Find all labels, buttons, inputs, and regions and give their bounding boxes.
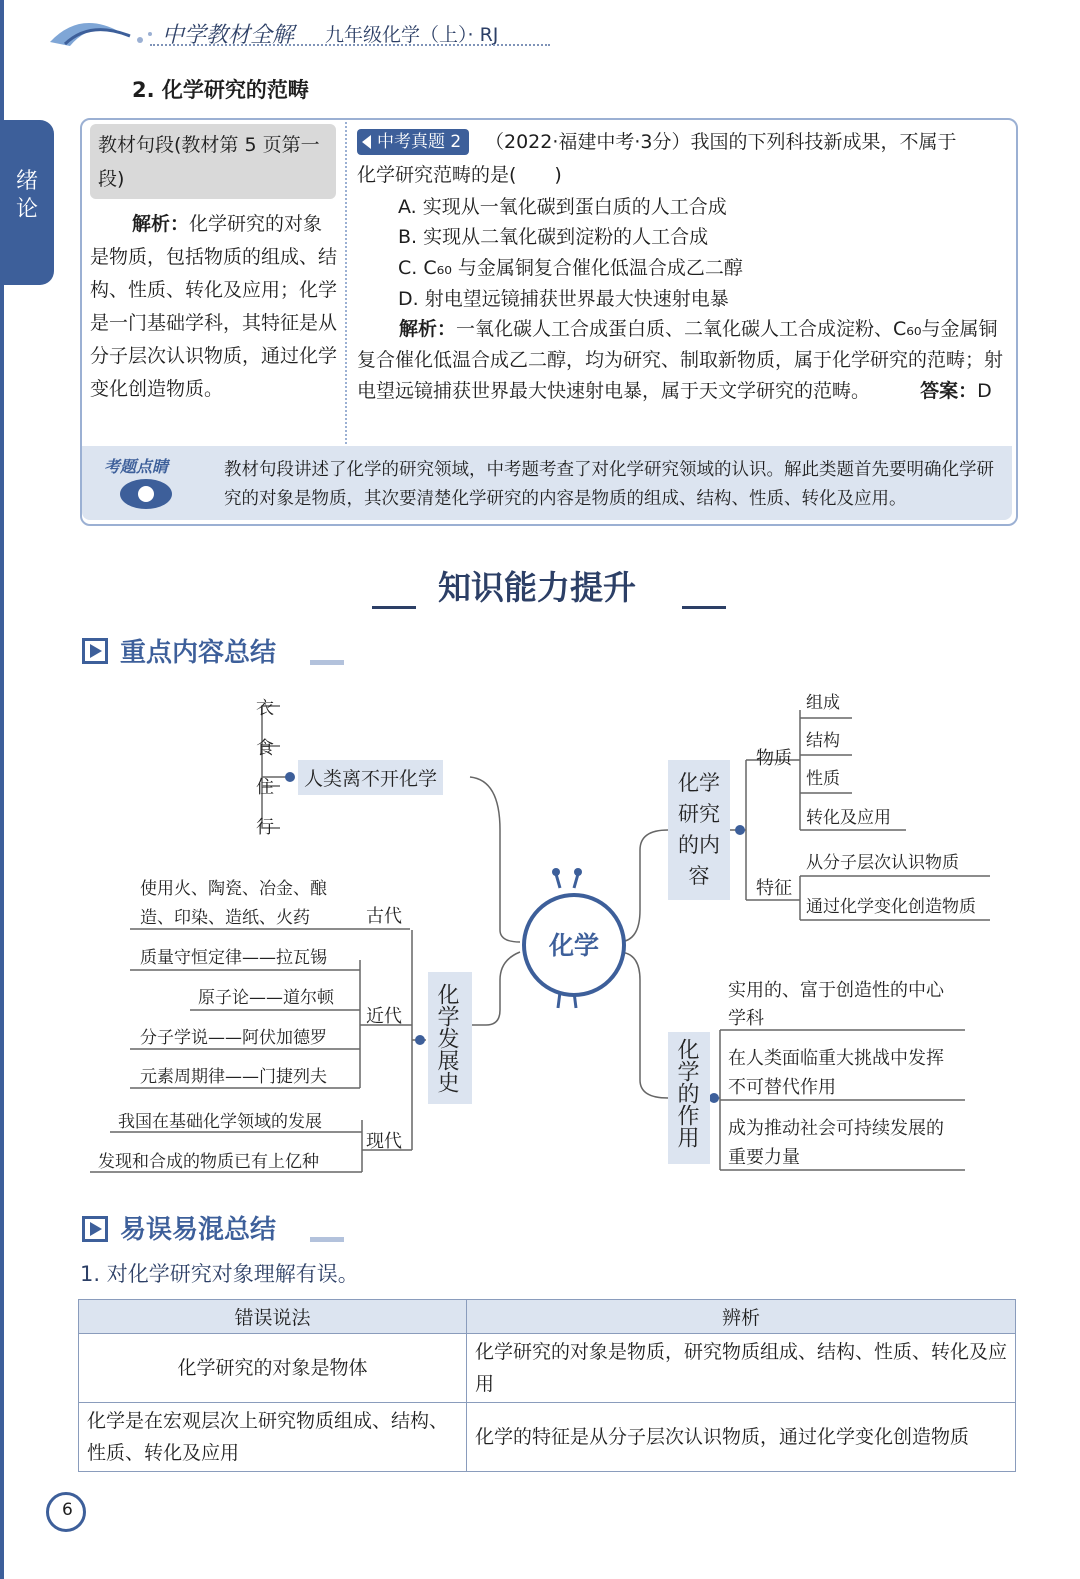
ancient-item-2: 造、印染、造纸、火药 bbox=[140, 908, 310, 928]
eye-icon bbox=[120, 479, 172, 509]
row2-analysis: 化学的特征是从分子层次认识物质，通过化学变化创造物质 bbox=[467, 1403, 1016, 1472]
feature-item-molecular: 从分子层次认识物质 bbox=[806, 853, 959, 873]
contemporary-label: 现代 bbox=[366, 1131, 402, 1152]
row1-analysis: 化学研究的对象是物质，研究物质组成、结构、性质、转化及应用 bbox=[467, 1334, 1016, 1403]
page-number: 6 bbox=[62, 1500, 73, 1520]
modern-item-lavoisier: 质量守恒定律——拉瓦锡 bbox=[140, 948, 327, 968]
header-divider bbox=[150, 44, 550, 46]
matter-item-property: 性质 bbox=[806, 769, 840, 789]
modern-item-avogadro: 分子学说——阿伏加德罗 bbox=[140, 1028, 327, 1048]
option-c: C. C₆₀ 与金属铜复合催化低温合成乙二醇 bbox=[398, 257, 743, 279]
role-item-1a: 实用的、富于创造性的中心 bbox=[728, 980, 944, 1001]
table-row bbox=[79, 1334, 1016, 1403]
modern-label: 近代 bbox=[366, 1006, 402, 1027]
role-item-3a: 成为推动社会可持续发展的 bbox=[728, 1118, 944, 1139]
answer-label: 答案： bbox=[920, 380, 978, 402]
option-d: D. 射电望远镜捕获世界最大快速射电暴 bbox=[398, 288, 729, 310]
header-wrong: 错误说法 bbox=[79, 1300, 467, 1334]
life-item-clothing: 衣 bbox=[256, 698, 274, 719]
option-b: B. 实现从二氧化碳到淀粉的人工合成 bbox=[398, 226, 709, 248]
life-item-food: 食 bbox=[256, 738, 274, 759]
research-node: 化学研究的内容 bbox=[668, 760, 730, 900]
role-node: 化学的作用 bbox=[668, 1032, 710, 1164]
box-divider bbox=[345, 122, 347, 444]
source-analysis bbox=[90, 208, 340, 406]
modern-item-mendeleev: 元素周期律——门捷列夫 bbox=[140, 1067, 327, 1087]
role-item-2b: 不可替代作用 bbox=[728, 1077, 836, 1098]
role-item-3b: 重要力量 bbox=[728, 1147, 800, 1168]
role-item-1b: 学科 bbox=[728, 1008, 764, 1029]
life-item-housing: 住 bbox=[256, 777, 274, 798]
summary-heading: 重点内容总结 bbox=[120, 638, 277, 668]
option-a: A. 实现从一氧化碳到蛋白质的人工合成 bbox=[398, 196, 727, 218]
history-node: 化学发展史 bbox=[428, 972, 472, 1104]
question-tag: 中考真题 2 bbox=[357, 129, 469, 155]
modern-item-dalton: 原子论——道尔顿 bbox=[198, 988, 334, 1008]
question-meta: （2022·福建中考·3分）我国的下列科技新成果，不属于 bbox=[485, 131, 957, 153]
tip-label: 考题点睛 bbox=[104, 457, 169, 476]
confusion-table bbox=[78, 1299, 1016, 1472]
table-row bbox=[79, 1403, 1016, 1472]
contemporary-item-2: 发现和合成的物质已有上亿种 bbox=[98, 1152, 319, 1172]
mindmap-core-label: 化学 bbox=[548, 931, 599, 960]
book-logo-icon bbox=[10, 2, 160, 52]
book-subtitle: 九年级化学（上）· RJ bbox=[325, 24, 499, 46]
chapter-tab-label: 绪论 bbox=[15, 169, 38, 222]
source-analysis-text: 化学研究的对象是物质，包括物质的组成、结构、性质、转化及应用；化学是一门基础学科，其特征是从分子层次认识物质，通过化学变化创造物质。 bbox=[90, 213, 338, 400]
answer-value: D bbox=[977, 380, 992, 402]
header-analysis: 辨析 bbox=[467, 1300, 1016, 1334]
book-title: 中学教材全解 bbox=[162, 23, 295, 48]
matter-item-structure: 结构 bbox=[806, 731, 840, 751]
source-label: 教材句段(教材第 5 页第一段) bbox=[90, 124, 336, 199]
question-stem: 化学研究范畴的是( ) bbox=[357, 164, 562, 186]
confusion-heading: 易误易混总结 bbox=[120, 1215, 277, 1245]
banner-line-left bbox=[372, 606, 416, 609]
question-analysis-label: 解析： bbox=[399, 318, 457, 340]
feature-item-create: 通过化学变化创造物质 bbox=[806, 897, 976, 917]
life-item-travel: 行 bbox=[256, 817, 274, 838]
table-title: 1. 对化学研究对象理解有误。 bbox=[80, 1262, 359, 1286]
question-analysis-text: 一氧化碳人工合成蛋白质、二氧化碳人工合成淀粉、C₆₀与金属铜复合催化低温合成乙二醇，均为研究、制取新物质，属于化学研究的范畴；射电望远镜捕获世界最大快速射电暴，属于天文学研究的范畴。 bbox=[357, 318, 1004, 402]
section-title: 2. 化学研究的范畴 bbox=[132, 78, 309, 102]
matter-item-application: 转化及应用 bbox=[806, 808, 891, 828]
ancient-label: 古代 bbox=[366, 906, 402, 927]
row1-wrong: 化学研究的对象是物体 bbox=[79, 1334, 467, 1403]
play-icon bbox=[82, 1216, 108, 1242]
table-header-row bbox=[79, 1300, 1016, 1334]
life-node: 人类离不开化学 bbox=[298, 760, 443, 795]
source-analysis-label: 解析： bbox=[132, 213, 190, 235]
play-icon bbox=[82, 638, 108, 664]
row2-wrong: 化学是在宏观层次上研究物质组成、结构、性质、转化及应用 bbox=[79, 1403, 467, 1472]
confusion-heading-underline bbox=[310, 1237, 344, 1242]
matter-item-composition: 组成 bbox=[806, 693, 840, 713]
matter-label: 物质 bbox=[756, 748, 792, 769]
summary-heading-underline bbox=[310, 660, 344, 665]
knowledge-title: 知识能力提升 bbox=[438, 568, 636, 607]
tip-text: 教材句段讲述了化学的研究领域，中考题考查了对化学研究领域的认识。解此类题首先要明确化学研究的对象是物质，其次要清楚化学研究的内容是物质的组成、结构、性质、转化及应用。 bbox=[224, 460, 994, 509]
ancient-item-1: 使用火、陶瓷、冶金、酿 bbox=[140, 879, 327, 899]
role-item-2a: 在人类面临重大挑战中发挥 bbox=[728, 1048, 944, 1069]
feature-label: 特征 bbox=[756, 878, 792, 899]
question-analysis bbox=[357, 314, 1005, 407]
banner-line-right bbox=[682, 606, 726, 609]
node-dot bbox=[285, 772, 295, 782]
contemporary-item-1: 我国在基础化学领域的发展 bbox=[118, 1112, 322, 1132]
